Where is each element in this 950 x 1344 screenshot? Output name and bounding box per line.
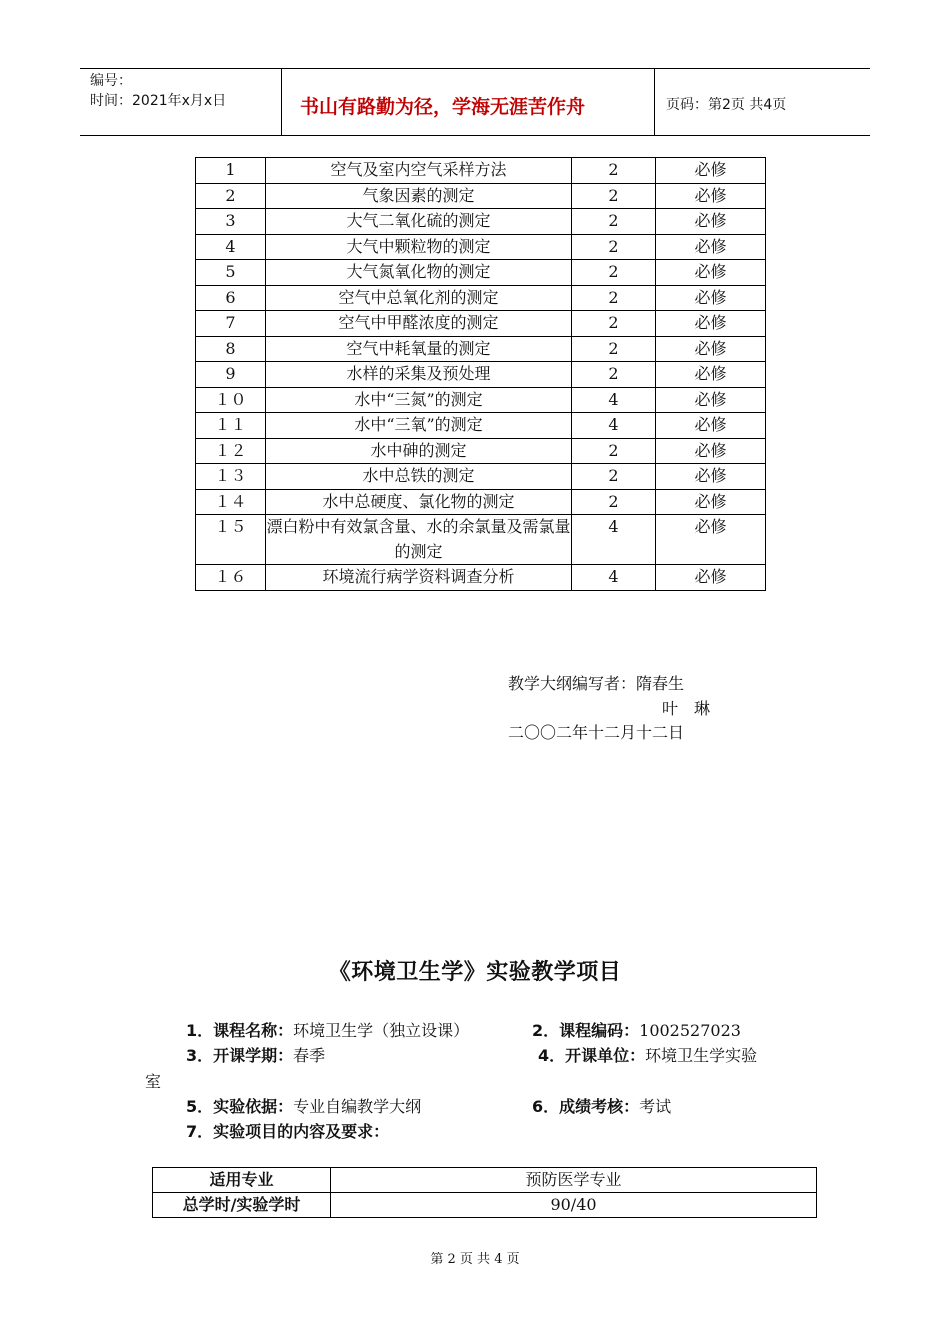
experiment-number: 3 xyxy=(196,209,266,235)
experiment-type: 必修 xyxy=(656,311,766,337)
table-row xyxy=(196,260,766,286)
course-code-value: 1002527023 xyxy=(639,1021,741,1040)
course-term-value: 春季 xyxy=(293,1046,326,1065)
major-label: 适用专业 xyxy=(153,1168,331,1193)
course-unit xyxy=(538,1043,757,1069)
experiment-name: 水中总铁的测定 xyxy=(266,464,572,490)
experiment-name: 大气氮氧化物的测定 xyxy=(266,260,572,286)
course-info-row-1 xyxy=(186,1018,469,1044)
table-row xyxy=(196,362,766,388)
experiment-name: 水中“三氧”的测定 xyxy=(266,413,572,439)
experiment-hours: 2 xyxy=(572,183,656,209)
course-assessment-value: 考试 xyxy=(639,1097,672,1116)
experiment-hours: 2 xyxy=(572,362,656,388)
table-row xyxy=(196,438,766,464)
experiment-type: 必修 xyxy=(656,489,766,515)
experiment-type: 必修 xyxy=(656,183,766,209)
table-row xyxy=(153,1168,817,1193)
experiment-table xyxy=(195,157,766,591)
experiment-type: 必修 xyxy=(656,438,766,464)
table-row xyxy=(196,489,766,515)
experiment-name: 漂白粉中有效氯含量、水的余氯量及需氯量的测定 xyxy=(266,515,572,565)
page-footer: 第 2 页 共 4 页 xyxy=(430,1252,520,1267)
header-divider xyxy=(654,68,655,136)
course-basis-label: 5．实验依据： xyxy=(186,1097,294,1116)
course-requirements xyxy=(186,1119,389,1145)
experiment-hours: 2 xyxy=(572,336,656,362)
experiment-hours: 4 xyxy=(572,565,656,591)
experiment-name: 大气二氧化硫的测定 xyxy=(266,209,572,235)
header-number-label: 编号： xyxy=(90,73,132,89)
experiment-name: 气象因素的测定 xyxy=(266,183,572,209)
signature-date: 二〇〇二年十二月十二日 xyxy=(508,723,685,742)
course-basis-value: 专业自编教学大纲 xyxy=(293,1097,422,1116)
course-requirements-label: 7．实验项目的内容及要求： xyxy=(186,1122,390,1141)
experiment-hours: 2 xyxy=(572,285,656,311)
experiment-type: 必修 xyxy=(656,362,766,388)
experiment-type: 必修 xyxy=(656,285,766,311)
experiment-number: 4 xyxy=(196,234,266,260)
experiment-number: １０ xyxy=(196,387,266,413)
experiment-type: 必修 xyxy=(656,413,766,439)
course-name-value: 环境卫生学（独立设课） xyxy=(293,1021,470,1040)
experiment-hours: 2 xyxy=(572,158,656,184)
major-value: 预防医学专业 xyxy=(331,1168,817,1193)
course-term xyxy=(186,1043,325,1069)
course-unit-value: 环境卫生学实验 xyxy=(645,1046,758,1065)
experiment-type: 必修 xyxy=(656,336,766,362)
table-row xyxy=(196,158,766,184)
experiment-type: 必修 xyxy=(656,158,766,184)
experiment-number: 7 xyxy=(196,311,266,337)
experiment-name: 空气中总氧化剂的测定 xyxy=(266,285,572,311)
experiment-type: 必修 xyxy=(656,260,766,286)
table-row xyxy=(196,234,766,260)
experiment-type: 必修 xyxy=(656,565,766,591)
course-unit-label: 4．开课单位： xyxy=(538,1046,646,1065)
table-row xyxy=(196,515,766,565)
experiment-name: 空气中甲醛浓度的测定 xyxy=(266,311,572,337)
experiment-number: １６ xyxy=(196,565,266,591)
course-term-label: 3．开课学期： xyxy=(186,1046,294,1065)
experiment-name: 水中总硬度、氯化物的测定 xyxy=(266,489,572,515)
experiment-number: 2 xyxy=(196,183,266,209)
course-unit-wrap: 室 xyxy=(145,1072,162,1091)
author-line: 教学大纲编写者：隋春生 xyxy=(508,674,685,693)
course-assessment-label: 6．成绩考核： xyxy=(532,1097,640,1116)
author-line-2: 叶 琳 xyxy=(662,699,711,718)
header-slogan: 书山有路勤为径，学海无涯苦作舟 xyxy=(300,96,586,118)
experiment-number: １４ xyxy=(196,489,266,515)
experiment-name: 空气及室内空气采样方法 xyxy=(266,158,572,184)
course-assessment xyxy=(532,1094,671,1120)
header-divider xyxy=(281,68,282,136)
section-title: 《环境卫生学》实验教学项目 xyxy=(328,959,622,985)
experiment-name: 水中“三氮”的测定 xyxy=(266,387,572,413)
table-row xyxy=(196,285,766,311)
experiment-number: １３ xyxy=(196,464,266,490)
header-page-info: 页码：第2页 共4页 xyxy=(666,97,787,113)
experiment-type: 必修 xyxy=(656,387,766,413)
table-row xyxy=(196,209,766,235)
experiment-name: 环境流行病学资料调查分析 xyxy=(266,565,572,591)
experiment-type: 必修 xyxy=(656,209,766,235)
table-row xyxy=(196,565,766,591)
experiment-name: 水样的采集及预处理 xyxy=(266,362,572,388)
experiment-number: １５ xyxy=(196,515,266,565)
experiment-hours: 2 xyxy=(572,464,656,490)
experiment-hours: 2 xyxy=(572,234,656,260)
header-bottom-rule xyxy=(80,135,870,136)
experiment-name: 空气中耗氧量的测定 xyxy=(266,336,572,362)
experiment-type: 必修 xyxy=(656,234,766,260)
table-row xyxy=(196,387,766,413)
table-row xyxy=(196,183,766,209)
experiment-hours: 2 xyxy=(572,311,656,337)
experiment-number: 1 xyxy=(196,158,266,184)
course-meta-table xyxy=(152,1167,817,1218)
experiment-hours: 2 xyxy=(572,260,656,286)
course-code xyxy=(532,1018,741,1044)
experiment-hours: 2 xyxy=(572,209,656,235)
experiment-number: 6 xyxy=(196,285,266,311)
hours-label: 总学时/实验学时 xyxy=(153,1193,331,1218)
table-row xyxy=(196,413,766,439)
header-time-label: 时间：2021年x月x日 xyxy=(90,93,227,109)
course-basis xyxy=(186,1094,421,1120)
experiment-number: 9 xyxy=(196,362,266,388)
experiment-hours: 4 xyxy=(572,413,656,439)
table-row xyxy=(196,464,766,490)
experiment-type: 必修 xyxy=(656,515,766,565)
table-row xyxy=(196,311,766,337)
experiment-number: １２ xyxy=(196,438,266,464)
experiment-hours: 2 xyxy=(572,438,656,464)
experiment-type: 必修 xyxy=(656,464,766,490)
experiment-number: １１ xyxy=(196,413,266,439)
experiment-hours: 4 xyxy=(572,387,656,413)
header-top-rule xyxy=(80,68,870,69)
experiment-number: 8 xyxy=(196,336,266,362)
table-row xyxy=(153,1193,817,1218)
experiment-hours: 2 xyxy=(572,489,656,515)
hours-value: 90/40 xyxy=(331,1193,817,1218)
table-row xyxy=(196,336,766,362)
experiment-number: 5 xyxy=(196,260,266,286)
experiment-hours: 4 xyxy=(572,515,656,565)
course-name-label: 1．课程名称： xyxy=(186,1021,294,1040)
course-code-label: 2．课程编码： xyxy=(532,1021,640,1040)
experiment-name: 水中砷的测定 xyxy=(266,438,572,464)
experiment-name: 大气中颗粒物的测定 xyxy=(266,234,572,260)
